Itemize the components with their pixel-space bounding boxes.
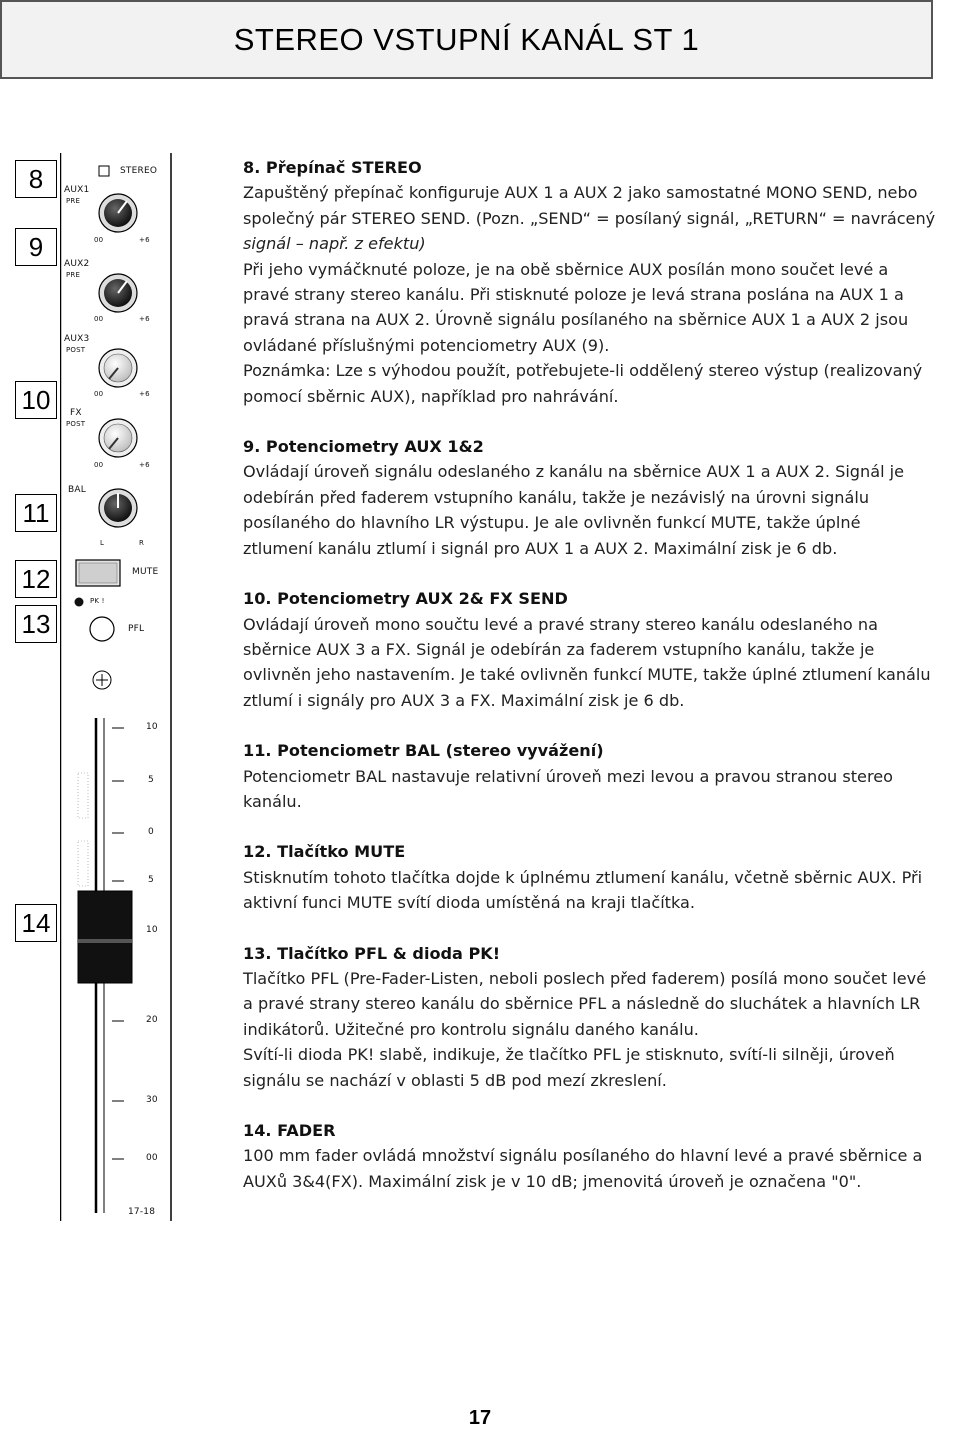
callout-10: 10: [15, 381, 57, 419]
mute-button[interactable]: [76, 560, 120, 586]
description-content: [243, 155, 959, 1219]
section-bal: [243, 738, 959, 814]
section-line: odebírán před faderem vstupního kanálu, takže je nezávislý na úrovni signálu: [243, 487, 870, 507]
callout-14: 14: [15, 904, 57, 942]
callout-8: 8: [15, 160, 57, 198]
stereo-switch[interactable]: [99, 166, 109, 176]
fx-min: 00: [94, 461, 104, 469]
channel-strip-drawing: [60, 153, 172, 1221]
section-heading: 9. Potenciometry AUX 1&2: [243, 437, 484, 457]
section-line: kanálu.: [243, 791, 302, 811]
fx-max: +6: [139, 461, 150, 469]
section-line: signál – např. z efektu): [243, 234, 426, 254]
section-line: indikátorů. Užitečné pro kontrolu signálu daného kanálu.: [243, 1019, 699, 1039]
section-aux2-fx-send: [243, 586, 959, 713]
callout-12: 12: [15, 560, 57, 598]
section-line: posílaného do hlavního LR výstupu. Je ale ovlivněn funkcí MUTE, takže úplné: [243, 513, 861, 533]
page-title-box: [0, 0, 933, 79]
section-heading: 14. FADER: [243, 1121, 336, 1140]
screw-icon: [93, 671, 111, 689]
section-line: ovlivněn jeho nastavením. Je také ovlivněn funkcí MUTE, takže úplné ztlumení kanálu: [243, 665, 931, 685]
page-number: 17: [468, 1407, 492, 1429]
aux1-label: AUX1: [64, 185, 90, 195]
callout-11: 11: [15, 494, 57, 532]
aux1-max: +6: [139, 236, 150, 244]
section-line: a pravé strany stereo kanálu do sběrnice PFL a následně do sluchátek a hlavních LR: [243, 994, 921, 1014]
bal-label: BAL: [68, 485, 86, 495]
fader-scale-inf: 00: [146, 1153, 158, 1163]
aux2-mode: PRE: [66, 271, 81, 279]
fader-scale-10-top: 10: [146, 722, 158, 732]
fader-scale-20: 20: [146, 1015, 158, 1025]
stereo-label: STEREO: [120, 166, 158, 176]
callout-9: 9: [15, 228, 57, 266]
section-heading: 8. Přepínač STEREO: [243, 158, 422, 177]
aux2-knob[interactable]: [99, 274, 137, 312]
section-line: ztlumí i signály pro AUX 3 a FX. Maximální zisk je 6 db.: [243, 690, 685, 710]
section-line: pomocí sběrnic AUX), například pro nahrávání.: [243, 386, 619, 406]
bal-left-label: L: [100, 539, 105, 547]
section-line: sběrnice AUX 3 a FX. Signál je odebírán za faderem vstupního kanálu, takže je: [243, 639, 875, 659]
fx-label: FX: [70, 408, 82, 418]
section-line: Ovládají úroveň mono součtu levé a pravé strany stereo kanálu odeslaného na: [243, 614, 878, 634]
mute-label: MUTE: [132, 567, 159, 577]
callout-13: 13: [15, 605, 57, 643]
fader-knob[interactable]: [78, 891, 132, 983]
section-aux12: [243, 434, 959, 561]
aux1-mode: PRE: [66, 197, 81, 205]
section-heading: 10. Potenciometry AUX 2& FX SEND: [243, 589, 568, 609]
channel-strip-illustration: [60, 153, 172, 1221]
fx-mode: POST: [66, 420, 86, 428]
page-title: STEREO VSTUPNÍ KANÁL ST 1: [233, 21, 700, 57]
aux1-min: 00: [94, 236, 104, 244]
fx-knob[interactable]: [99, 419, 137, 457]
section-line: Ovládají úroveň signálu odeslaného z kanálu na sběrnice AUX 1 a AUX 2. Signál je: [243, 462, 905, 482]
section-line: Poznámka: Lze s výhodou použít, potřebujete-li oddělený stereo výstup (realizovaný: [243, 361, 923, 381]
aux3-max: +6: [139, 390, 150, 398]
section-line: ztlumení kanálu ztlumí i signál pro AUX 1 a AUX 2. Maximální zisk je 6 db.: [243, 538, 838, 558]
section-line: Potenciometr BAL nastavuje relativní úroveň mezi levou a pravou stranou stereo: [243, 766, 893, 786]
aux2-max: +6: [139, 315, 150, 323]
section-line: společný pár STEREO SEND. (Pozn. „SEND“ = posílaný signál, „RETURN“ = navrácený: [243, 208, 936, 228]
section-line: pravá strana na AUX 2. Úrovně signálu posílaného na sběrnice AUX 1 a AUX 2 jsou: [243, 310, 909, 330]
section-line: Při jeho vymáčknuté poloze, je na obě sběrnice AUX posílán mono součet levé a: [243, 259, 889, 279]
section-heading: 11. Potenciometr BAL (stereo vyvážení): [243, 741, 604, 761]
section-line: 100 mm fader ovládá množství signálu posílaného do hlavní levé a pravé sběrnice a: [243, 1146, 923, 1166]
aux3-min: 00: [94, 390, 104, 398]
pfl-label: PFL: [128, 624, 145, 634]
fader-scale-5-top: 5: [148, 775, 154, 785]
fader-scale-30: 30: [146, 1095, 158, 1105]
pk-label: PK !: [90, 597, 105, 605]
section-pfl: [243, 941, 959, 1093]
aux2-label: AUX2: [64, 259, 90, 269]
aux3-label: AUX3: [64, 334, 90, 344]
bal-right-label: R: [139, 539, 145, 547]
section-line: aktivní funci MUTE svítí dioda umístěná na kraji tlačítka.: [243, 893, 696, 913]
section-heading: 13. Tlačítko PFL & dioda PK!: [243, 943, 501, 963]
aux3-mode: POST: [66, 346, 86, 354]
section-line: AUXů 3&4(FX). Maximální zisk je v 10 dB; jmenovitá úroveň je označena "0".: [243, 1171, 862, 1191]
section-line: ovládané příslušnými potenciometry AUX (9).: [243, 335, 610, 355]
aux3-knob[interactable]: [99, 349, 137, 387]
section-fader: [243, 1118, 959, 1194]
section-line: signálu se nachází v oblasti 5 dB pod mezí zkreslení.: [243, 1070, 667, 1090]
pfl-button[interactable]: [90, 617, 114, 641]
section-mute: [243, 839, 959, 915]
section-line: pravé strany stereo kanálu. Při stisknuté poloze je levá strana poslána na AUX 1 a: [243, 285, 904, 305]
aux1-knob[interactable]: [99, 194, 137, 232]
section-line: Tlačítko PFL (Pre-Fader-Listen, neboli poslech před faderem) posílá mono součet levé: [243, 968, 927, 988]
section-line: Svítí-li dioda PK! slabě, indikuje, že tlačítko PFL je stisknuto, svítí-li silněji, úroveň: [243, 1045, 895, 1065]
pk-led: [75, 598, 84, 607]
section-stereo-switch: [243, 155, 959, 409]
section-line: Zapuštěný přepínač konfiguruje AUX 1 a AUX 2 jako samostatné MONO SEND, nebo: [243, 183, 918, 203]
aux2-min: 00: [94, 315, 104, 323]
fader-scale-10: 10: [146, 925, 158, 935]
bal-knob[interactable]: [99, 489, 137, 527]
section-heading: 12. Tlačítko MUTE: [243, 842, 406, 862]
section-line: Stisknutím tohoto tlačítka dojde k úplnému ztlumení kanálu, včetně sběrnic AUX. Při: [243, 867, 923, 887]
fader-scale-5: 5: [148, 875, 154, 885]
fader-scale-0: 0: [148, 827, 154, 837]
channel-number: 17-18: [128, 1207, 156, 1217]
